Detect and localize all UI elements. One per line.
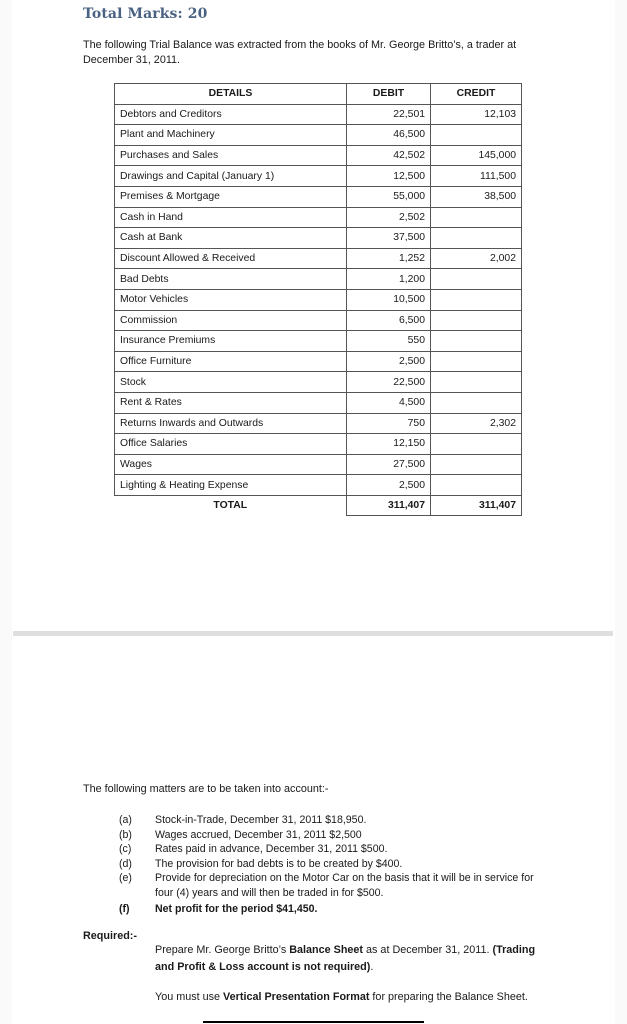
row-debit: 2,500 xyxy=(347,351,431,372)
table-row xyxy=(115,125,522,146)
format-emphasis: Vertical Presentation Format xyxy=(223,991,370,1003)
row-debit: 10,500 xyxy=(347,289,431,310)
list-item-label: (a) xyxy=(119,814,132,826)
row-details: Lighting & Heating Expense xyxy=(115,475,347,496)
list-item xyxy=(119,902,549,917)
row-credit xyxy=(431,372,522,393)
format-text: for preparing the Balance Sheet. xyxy=(369,991,528,1003)
row-credit xyxy=(431,228,522,249)
row-details: Plant and Machinery xyxy=(115,125,347,146)
row-credit: 12,103 xyxy=(431,104,522,125)
table-row xyxy=(115,351,522,372)
table-row xyxy=(115,331,522,352)
row-details: Premises & Mortgage xyxy=(115,186,347,207)
total-credit: 311,407 xyxy=(431,495,522,516)
row-details: Cash at Bank xyxy=(115,228,347,249)
total-label: TOTAL xyxy=(213,500,248,512)
row-details: Purchases and Sales xyxy=(115,145,347,166)
row-details: Discount Allowed & Received xyxy=(115,248,347,269)
table-row xyxy=(115,104,522,125)
table-row xyxy=(115,207,522,228)
row-debit: 12,500 xyxy=(347,166,431,187)
row-credit xyxy=(431,125,522,146)
row-credit xyxy=(431,434,522,455)
list-item-text: Rates paid in advance, December 31, 2011 $500. xyxy=(155,843,388,855)
row-credit xyxy=(431,310,522,331)
row-debit: 2,502 xyxy=(347,207,431,228)
row-credit: 111,500 xyxy=(431,166,522,187)
required-emphasis: Balance Sheet xyxy=(289,944,364,956)
table-row xyxy=(115,145,522,166)
table-row xyxy=(115,269,522,290)
row-debit: 46,500 xyxy=(347,125,431,146)
row-details: Wages xyxy=(115,454,347,475)
row-credit xyxy=(431,392,522,413)
row-credit xyxy=(431,331,522,352)
row-debit: 37,500 xyxy=(347,228,431,249)
row-debit: 22,500 xyxy=(347,372,431,393)
list-item-label: (c) xyxy=(119,843,132,855)
required-text: as at December 31, 2011. xyxy=(363,944,493,956)
row-credit xyxy=(431,475,522,496)
row-debit: 27,500 xyxy=(347,454,431,475)
row-credit xyxy=(431,289,522,310)
row-details: Drawings and Capital (January 1) xyxy=(115,166,347,187)
list-item-text: Wages accrued, December 31, 2011 $2,500 xyxy=(155,828,362,841)
row-debit: 550 xyxy=(347,331,431,352)
list-item-label: (b) xyxy=(119,828,132,841)
list-item-text: The provision for bad debts is to be created by $400. xyxy=(155,857,403,870)
row-credit xyxy=(431,351,522,372)
total-debit: 311,407 xyxy=(347,495,431,516)
matters-heading: The following matters are to be taken into account:- xyxy=(83,783,329,795)
column-header-details: DETAILS xyxy=(115,84,347,105)
row-credit: 145,000 xyxy=(431,145,522,166)
intro-paragraph: The following Trial Balance was extracted from the books of Mr. George Britto’s, a trader at December 31, 2011. xyxy=(83,39,517,66)
row-credit: 2,002 xyxy=(431,248,522,269)
row-credit xyxy=(431,207,522,228)
row-debit: 4,500 xyxy=(347,392,431,413)
row-details: Returns Inwards and Outwards xyxy=(115,413,347,434)
table-row xyxy=(115,372,522,393)
row-debit: 22,501 xyxy=(347,104,431,125)
page-title: Total Marks: 20 xyxy=(83,6,208,22)
page-margin-left xyxy=(0,0,12,1024)
column-header-debit: DEBIT xyxy=(347,84,431,105)
table-header-row xyxy=(115,84,522,105)
row-details: Office Furniture xyxy=(115,351,347,372)
table-row xyxy=(115,228,522,249)
table-row xyxy=(115,186,522,207)
list-item-label: (e) xyxy=(119,872,132,884)
table-row xyxy=(115,475,522,496)
row-details: Stock xyxy=(115,372,347,393)
page-separator xyxy=(13,631,613,636)
row-debit: 1,252 xyxy=(347,248,431,269)
total-row xyxy=(115,495,522,516)
table-row xyxy=(115,454,522,475)
row-debit: 2,500 xyxy=(347,475,431,496)
required-text: Prepare Mr. George Britto’s xyxy=(155,944,290,956)
row-debit: 6,500 xyxy=(347,310,431,331)
list-item-text: Net profit for the period $41,450. xyxy=(155,903,318,915)
row-debit: 12,150 xyxy=(347,434,431,455)
row-credit xyxy=(431,454,522,475)
row-credit: 38,500 xyxy=(431,186,522,207)
table-row xyxy=(115,166,522,187)
row-details: Bad Debts xyxy=(115,269,347,290)
row-debit: 42,502 xyxy=(347,145,431,166)
list-item-text: Stock-in-Trade, December 31, 2011 $18,950. xyxy=(155,814,367,826)
row-debit: 750 xyxy=(347,413,431,434)
row-details: Office Salaries xyxy=(115,434,347,455)
table-row xyxy=(115,392,522,413)
required-text: . xyxy=(370,961,374,973)
trial-balance-table xyxy=(114,83,522,516)
required-emphasis: (Trading and Profit & Loss account is not required) xyxy=(155,944,536,973)
row-details: Cash in Hand xyxy=(115,207,347,228)
table-row xyxy=(115,434,522,455)
row-debit: 55,000 xyxy=(347,186,431,207)
required-label: Required:- xyxy=(83,930,137,942)
format-text: You must use xyxy=(155,991,224,1003)
column-header-credit: CREDIT xyxy=(431,84,522,105)
row-details: Insurance Premiums xyxy=(115,331,347,352)
table-row xyxy=(115,413,522,434)
list-item xyxy=(119,828,549,843)
list-item-text: Provide for depreciation on the Motor Car on the basis that it will be in service for four (4) years and will then be traded in for $500. xyxy=(155,872,534,899)
row-debit: 1,200 xyxy=(347,269,431,290)
list-item xyxy=(119,813,549,828)
row-credit: 2,302 xyxy=(431,413,522,434)
format-instruction xyxy=(155,991,528,1003)
row-details: Debtors and Creditors xyxy=(115,104,347,125)
trial-balance-body xyxy=(115,104,522,495)
row-credit xyxy=(431,269,522,290)
list-item-label: (d) xyxy=(119,857,132,870)
table-row xyxy=(115,289,522,310)
table-row xyxy=(115,310,522,331)
row-details: Commission xyxy=(115,310,347,331)
list-item xyxy=(119,871,549,900)
table-row xyxy=(115,248,522,269)
list-item xyxy=(119,857,549,872)
matters-list xyxy=(119,813,549,917)
list-item-label: (f) xyxy=(119,903,130,915)
horizontal-rule xyxy=(203,1021,424,1023)
page-margin-right xyxy=(615,0,627,1024)
row-details: Motor Vehicles xyxy=(115,289,347,310)
list-item xyxy=(119,842,549,857)
row-details: Rent & Rates xyxy=(115,392,347,413)
required-instruction xyxy=(155,942,545,976)
